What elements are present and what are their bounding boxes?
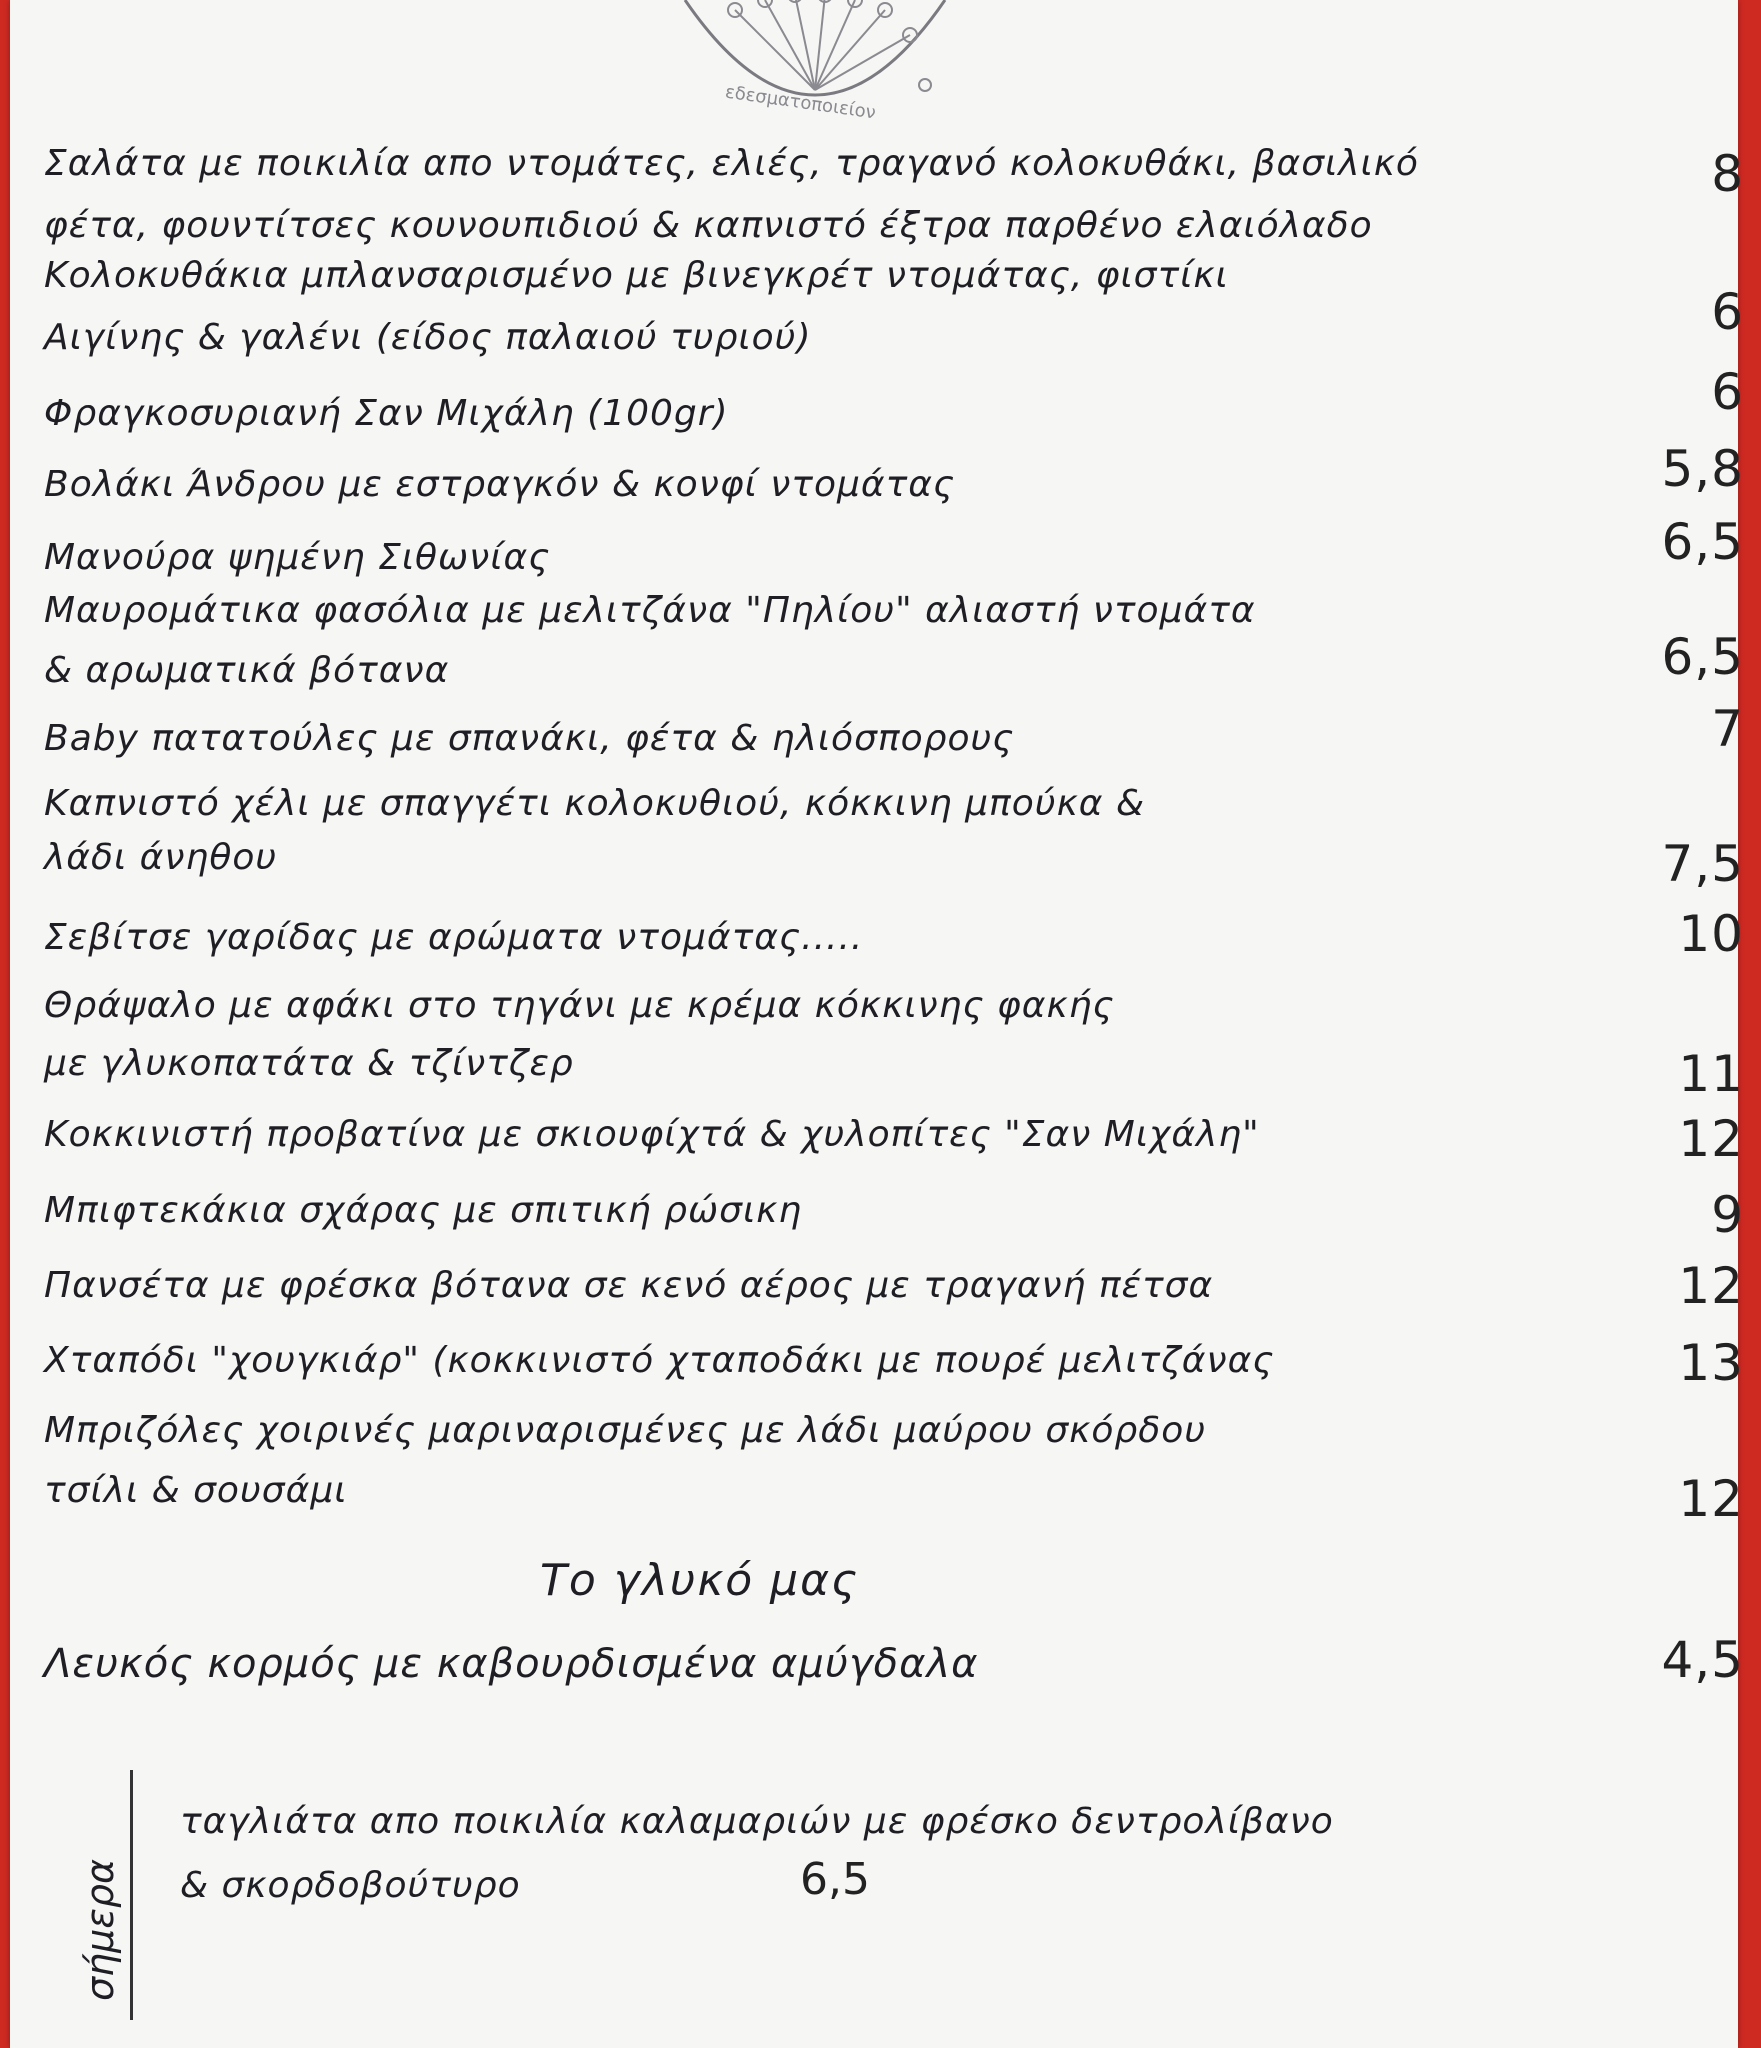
dessert-item	[44, 1631, 1744, 1705]
menu-item	[44, 1186, 1744, 1250]
menu-item	[44, 905, 1744, 965]
item-line: Μαυρομάτικα φασόλια με μελιτζάνα "Πηλίου" αλιαστή ντομάτα	[44, 590, 1256, 631]
item-line: με γλυκοπατάτα & τζίντζερ	[44, 1043, 574, 1084]
item-line: λάδι άνηθου	[44, 837, 278, 878]
special-divider	[130, 1770, 133, 2020]
item-price: 6	[1711, 363, 1744, 421]
daily-special	[70, 1770, 1730, 2030]
menu-item	[44, 440, 1744, 520]
item-line: Αιγίνης & γαλένι (είδος παλαιού τυριού)	[44, 317, 812, 358]
item-line: φέτα, φουντίτσες κουνουπιδιού & καπνιστό έξτρα παρθένο ελαιόλαδο	[44, 205, 1373, 246]
special-line: & σκορδοβούτυρο	[180, 1865, 521, 1906]
item-price: 12	[1678, 1110, 1744, 1168]
special-text	[180, 1790, 1720, 1918]
menu-item	[44, 513, 1744, 595]
item-price: 7	[1711, 700, 1744, 758]
item-line: Θράψαλο με αφάκι στο τηγάνι με κρέμα κόκκινης φακής	[44, 985, 1115, 1026]
item-line: Βολάκι Άνδρου με εστραγκόν & κονφί ντομάτας	[44, 464, 956, 505]
item-line: Πανσέτα με φρέσκα βότανα σε κενό αέρος με τραγανή πέτσα	[44, 1265, 1214, 1306]
item-price: 11	[1678, 1045, 1744, 1103]
item-price: 13	[1678, 1334, 1744, 1392]
menu-item	[44, 105, 1744, 245]
special-label-text: σήμερα	[78, 1858, 122, 2002]
menu-item	[44, 1110, 1744, 1170]
menu-item	[44, 1257, 1744, 1325]
item-line: Φραγκοσυριανή Σαν Μιχάλη (100gr)	[44, 393, 729, 434]
menu-item	[44, 245, 1744, 385]
item-price: 4,5	[1661, 1631, 1744, 1689]
item-price: 5,8	[1661, 440, 1744, 498]
item-price: 12	[1678, 1257, 1744, 1315]
item-line: Baby πατατούλες με σπανάκι, φέτα & ηλιόσπορους	[44, 718, 1015, 759]
special-label	[70, 1830, 130, 2030]
item-line: Κολοκυθάκια μπλανσαρισμένο με βινεγκρέτ ντομάτας, φιστίκι	[44, 255, 1229, 296]
special-price: 6,5	[800, 1854, 870, 1905]
logo-text: εδεσματοποιείον	[723, 81, 878, 124]
item-price: 8	[1711, 145, 1744, 203]
item-price: 7,5	[1661, 835, 1744, 893]
special-line: ταγλιάτα απο ποικιλία καλαμαριών με φρέσκο δεντρολίβανο	[180, 1801, 1334, 1842]
item-line: & αρωματικά βότανα	[44, 650, 450, 691]
menu-item	[44, 590, 1744, 710]
item-price: 6,5	[1661, 628, 1744, 686]
item-line: Λευκός κορμός με καβουρδισμένα αμύγδαλα	[44, 1641, 979, 1687]
menu-item	[44, 700, 1744, 770]
item-price: 9	[1711, 1186, 1744, 1244]
menu-item	[44, 1410, 1744, 1530]
menu-item	[44, 985, 1744, 1103]
menu-item	[44, 775, 1744, 895]
item-line: Μπιφτεκάκια σχάρας με σπιτική ρώσικη	[44, 1190, 803, 1231]
item-line: Μανούρα ψημένη Σιθωνίας	[44, 537, 551, 578]
item-line: Καπνιστό χέλι με σπαγγέτι κολοκυθιού, κόκκινη μπούκα &	[44, 783, 1146, 824]
item-price: 12	[1678, 1470, 1744, 1528]
dessert-heading: Το γλυκό μας	[540, 1555, 859, 1606]
item-price: 10	[1678, 905, 1744, 963]
item-line: τσίλι & σουσάμι	[44, 1470, 348, 1511]
item-price: 6	[1711, 283, 1744, 341]
item-line: Σεβίτσε γαρίδας με αρώματα ντομάτας.....	[44, 917, 864, 958]
menu-item	[44, 1334, 1744, 1400]
item-line: Σαλάτα με ποικιλία απο ντομάτες, ελιές, τραγανό κολοκυθάκι, βασιλικό	[44, 143, 1419, 184]
menu-sheet	[10, 0, 1744, 2048]
item-line: Μπριζόλες χοιρινές μαριναρισμένες με λάδι μαύρου σκόρδου	[44, 1410, 1207, 1451]
item-line: Χταπόδι "χουγκιάρ" (κοκκινιστό χταποδάκι με πουρέ μελιτζάνας	[44, 1340, 1275, 1381]
item-line: Κοκκινιστή προβατίνα με σκιουφίχτά & χυλοπίτες "Σαν Μιχάλη"	[44, 1114, 1260, 1155]
item-price: 6,5	[1661, 513, 1744, 571]
menu-item	[44, 363, 1744, 445]
